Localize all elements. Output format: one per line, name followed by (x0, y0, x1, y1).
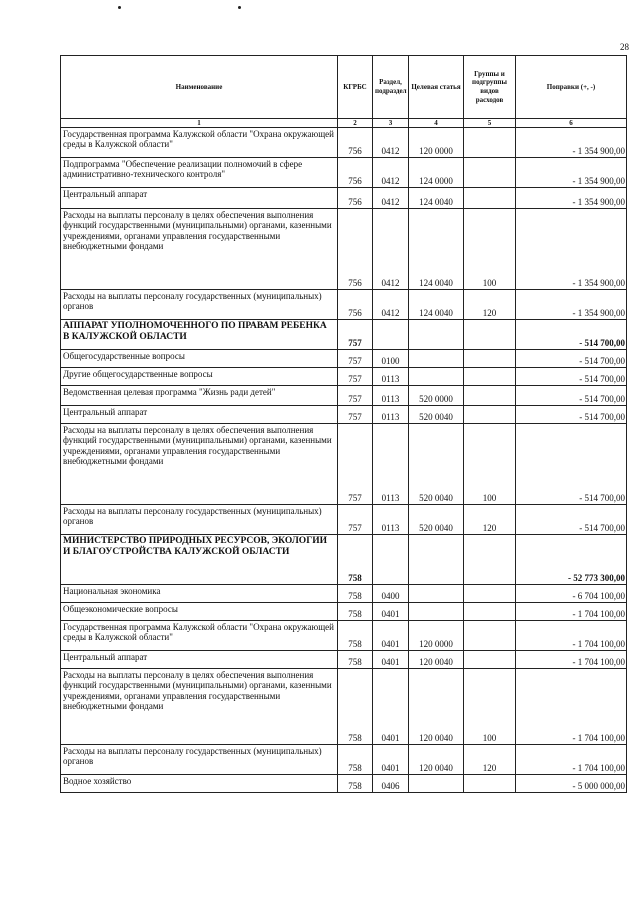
row-group (464, 158, 516, 188)
header-group: Группы и подгруппы видов расходов (464, 56, 516, 119)
row-group (464, 128, 516, 158)
row-group (464, 651, 516, 669)
row-amount: - 1 354 900,00 (516, 128, 627, 158)
row-name: Другие общегосударственные вопросы (61, 368, 338, 386)
table-row (61, 290, 627, 320)
row-target: 124 0040 (409, 188, 464, 209)
table-row (61, 158, 627, 188)
row-section: 0412 (373, 128, 409, 158)
row-amount: - 6 704 100,00 (516, 585, 627, 603)
row-kgrbs: 758 (338, 585, 373, 603)
row-section: 0412 (373, 158, 409, 188)
row-target: 124 0040 (409, 290, 464, 320)
row-section (373, 320, 409, 350)
row-kgrbs: 758 (338, 651, 373, 669)
row-kgrbs: 757 (338, 424, 373, 505)
row-group (464, 188, 516, 209)
row-amount: - 1 704 100,00 (516, 669, 627, 745)
row-kgrbs: 757 (338, 320, 373, 350)
row-kgrbs: 758 (338, 535, 373, 585)
table-row (61, 386, 627, 406)
row-target: 120 0000 (409, 621, 464, 651)
row-amount: - 52 773 300,00 (516, 535, 627, 585)
row-target (409, 368, 464, 386)
row-target: 520 0040 (409, 505, 464, 535)
row-section: 0401 (373, 603, 409, 621)
row-section: 0400 (373, 585, 409, 603)
row-name: Государственная программа Калужской области "Охрана окружающей среды в Калужской области" (61, 621, 338, 651)
row-kgrbs: 756 (338, 209, 373, 290)
row-name: АППАРАТ УПОЛНОМОЧЕННОГО ПО ПРАВАМ РЕБЕНКА В КАЛУЖСКОЙ ОБЛАСТИ (61, 320, 338, 350)
row-kgrbs: 757 (338, 350, 373, 368)
row-group (464, 368, 516, 386)
row-amount: - 514 700,00 (516, 320, 627, 350)
table-body (61, 128, 627, 793)
row-amount: - 1 704 100,00 (516, 621, 627, 651)
table-row (61, 320, 627, 350)
row-kgrbs: 757 (338, 505, 373, 535)
column-number: 2 (338, 119, 373, 128)
row-name: Государственная программа Калужской области "Охрана окружающей среды в Калужской области" (61, 128, 338, 158)
table-row (61, 775, 627, 793)
row-target: 124 0000 (409, 158, 464, 188)
table-row (61, 621, 627, 651)
row-target: 520 0000 (409, 386, 464, 406)
row-kgrbs: 758 (338, 745, 373, 775)
row-name: Расходы на выплаты персоналу государственных (муниципальных) органов (61, 505, 338, 535)
row-name: Национальная экономика (61, 585, 338, 603)
column-number: 5 (464, 119, 516, 128)
row-target: 120 0040 (409, 669, 464, 745)
row-amount: - 1 704 100,00 (516, 651, 627, 669)
table-row (61, 209, 627, 290)
row-section: 0113 (373, 386, 409, 406)
row-group (464, 386, 516, 406)
row-amount: - 1 354 900,00 (516, 188, 627, 209)
row-name: Центральный аппарат (61, 188, 338, 209)
row-target (409, 603, 464, 621)
row-kgrbs: 757 (338, 368, 373, 386)
row-section: 0100 (373, 350, 409, 368)
scan-speck (238, 6, 241, 9)
table-row (61, 745, 627, 775)
row-target (409, 585, 464, 603)
header-kgrbs: КГРБС (338, 56, 373, 119)
table-row (61, 603, 627, 621)
row-name: Подпрограмма "Обеспечение реализации полномочий в сфере административно-технического контроля" (61, 158, 338, 188)
row-name: Расходы на выплаты персоналу в целях обеспечения выполнения функций государственными (муниципальными) органами, казенными учреждениями, органами управления государственными внебюджетными фондами (61, 669, 338, 745)
row-group: 100 (464, 424, 516, 505)
table-row (61, 350, 627, 368)
row-kgrbs: 758 (338, 621, 373, 651)
row-group: 100 (464, 669, 516, 745)
row-group (464, 535, 516, 585)
row-section: 0113 (373, 424, 409, 505)
row-section (373, 535, 409, 585)
row-group (464, 603, 516, 621)
row-section: 0113 (373, 505, 409, 535)
row-section: 0401 (373, 621, 409, 651)
row-amount: - 1 354 900,00 (516, 209, 627, 290)
row-target (409, 535, 464, 585)
row-target: 120 0000 (409, 128, 464, 158)
row-group: 100 (464, 209, 516, 290)
row-kgrbs: 756 (338, 188, 373, 209)
row-kgrbs: 756 (338, 128, 373, 158)
row-target: 520 0040 (409, 406, 464, 424)
row-target: 520 0040 (409, 424, 464, 505)
row-name: Общеэкономические вопросы (61, 603, 338, 621)
row-group: 120 (464, 505, 516, 535)
page-number: 28 (620, 42, 629, 52)
table-row (61, 505, 627, 535)
row-group (464, 775, 516, 793)
column-number: 6 (516, 119, 627, 128)
row-name: Центральный аппарат (61, 651, 338, 669)
row-amount: - 514 700,00 (516, 424, 627, 505)
row-amount: - 1 354 900,00 (516, 290, 627, 320)
row-amount: - 1 354 900,00 (516, 158, 627, 188)
row-section: 0401 (373, 745, 409, 775)
header-section: Раздел, подраздел (373, 56, 409, 119)
row-target: 120 0040 (409, 745, 464, 775)
table-row (61, 585, 627, 603)
row-name: Расходы на выплаты персоналу государственных (муниципальных) органов (61, 745, 338, 775)
header-target: Целевая статья (409, 56, 464, 119)
row-amount: - 514 700,00 (516, 505, 627, 535)
header-amendment: Поправки (+, -) (516, 56, 627, 119)
row-group: 120 (464, 745, 516, 775)
table-row (61, 406, 627, 424)
row-amount: - 514 700,00 (516, 350, 627, 368)
row-section: 0113 (373, 368, 409, 386)
row-group (464, 585, 516, 603)
table-row (61, 128, 627, 158)
row-amount: - 1 704 100,00 (516, 745, 627, 775)
row-kgrbs: 758 (338, 775, 373, 793)
row-group (464, 350, 516, 368)
row-amount: - 514 700,00 (516, 386, 627, 406)
row-name: МИНИСТЕРСТВО ПРИРОДНЫХ РЕСУРСОВ, ЭКОЛОГИИ И БЛАГОУСТРОЙСТВА КАЛУЖСКОЙ ОБЛАСТИ (61, 535, 338, 585)
row-target (409, 775, 464, 793)
row-amount: - 514 700,00 (516, 368, 627, 386)
column-number: 4 (409, 119, 464, 128)
header-name: Наименование (61, 56, 338, 119)
table-row (61, 368, 627, 386)
row-kgrbs: 756 (338, 158, 373, 188)
row-section: 0401 (373, 651, 409, 669)
row-group (464, 621, 516, 651)
scan-speck (118, 6, 121, 9)
row-section: 0412 (373, 188, 409, 209)
column-number: 3 (373, 119, 409, 128)
row-name: Центральный аппарат (61, 406, 338, 424)
column-number: 1 (61, 119, 338, 128)
row-name: Расходы на выплаты персоналу в целях обеспечения выполнения функций государственными (муниципальными) органами, казенными учреждениями, органами управления государственными внебюджетными фондами (61, 424, 338, 505)
budget-amendments-table (60, 55, 627, 793)
row-group: 120 (464, 290, 516, 320)
row-group (464, 320, 516, 350)
row-section: 0113 (373, 406, 409, 424)
row-group (464, 406, 516, 424)
row-kgrbs: 757 (338, 406, 373, 424)
row-section: 0412 (373, 290, 409, 320)
row-target: 120 0040 (409, 651, 464, 669)
row-amount: - 514 700,00 (516, 406, 627, 424)
row-section: 0406 (373, 775, 409, 793)
row-amount: - 1 704 100,00 (516, 603, 627, 621)
table-row (61, 651, 627, 669)
row-amount: - 5 000 000,00 (516, 775, 627, 793)
table-row (61, 669, 627, 745)
table-row (61, 424, 627, 505)
row-target (409, 350, 464, 368)
row-kgrbs: 756 (338, 290, 373, 320)
row-kgrbs: 757 (338, 386, 373, 406)
row-kgrbs: 758 (338, 603, 373, 621)
row-name: Ведомственная целевая программа "Жизнь ради детей" (61, 386, 338, 406)
row-name: Водное хозяйство (61, 775, 338, 793)
table-row (61, 188, 627, 209)
row-section: 0412 (373, 209, 409, 290)
row-target: 124 0040 (409, 209, 464, 290)
row-name: Расходы на выплаты персоналу в целях обеспечения выполнения функций государственными (муниципальными) органами, казенными учреждениями, органами управления государственными внебюджетными фондами (61, 209, 338, 290)
row-kgrbs: 758 (338, 669, 373, 745)
row-target (409, 320, 464, 350)
row-name: Общегосударственные вопросы (61, 350, 338, 368)
table-row (61, 535, 627, 585)
row-name: Расходы на выплаты персоналу государственных (муниципальных) органов (61, 290, 338, 320)
row-section: 0401 (373, 669, 409, 745)
